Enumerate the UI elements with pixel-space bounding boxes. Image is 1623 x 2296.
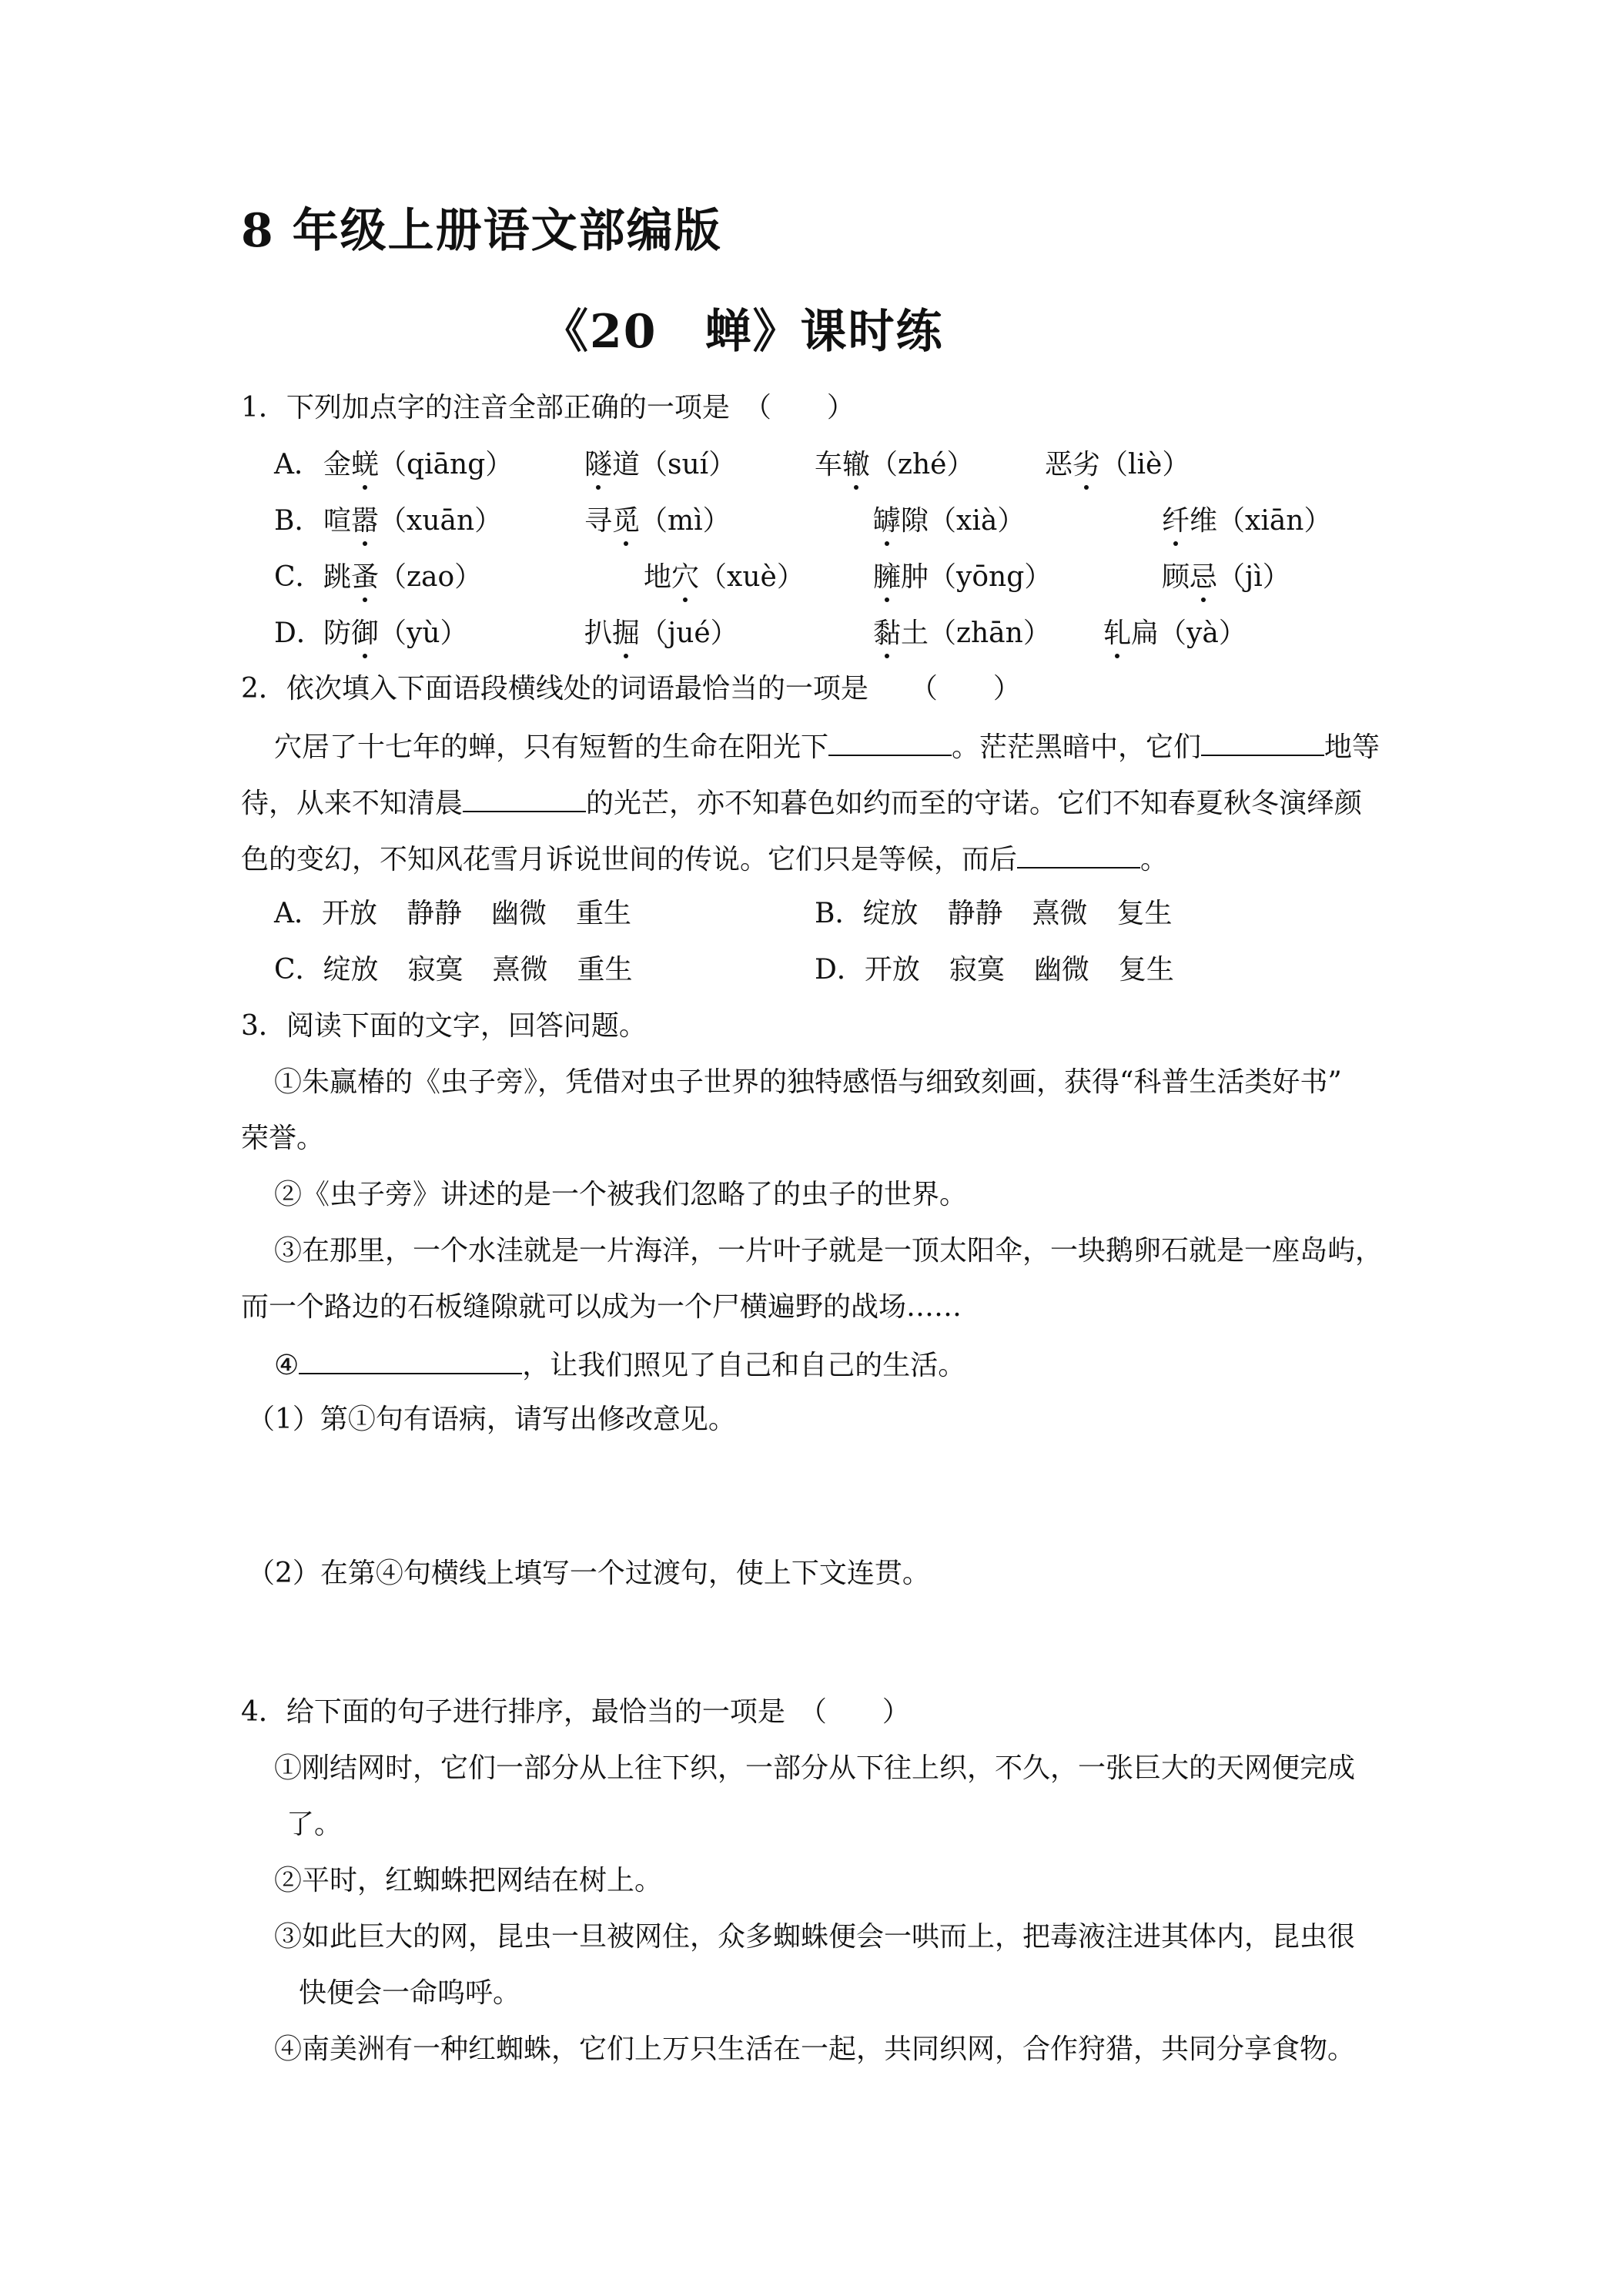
emphasis-dot-char: 蚤	[351, 561, 380, 593]
q1-b-item-4: 纤维（xiān）	[1162, 505, 1332, 537]
q3-sentence-1: ①朱赢椿的《虫子旁》，凭借对虫子世界的独特感悟与细致刻画，获得“科普生活类好书”	[274, 1066, 1342, 1098]
emphasis-dot-char: 劣	[1073, 449, 1101, 480]
emphasis-dot-char: 穴	[671, 561, 700, 593]
emphasis-dot-char: 轧	[1103, 618, 1132, 649]
emphasis-dot-char: 嚣	[351, 505, 380, 537]
q3-sentence-3-cont: 而一个路边的石板缝隙就可以成为一个尸横遍野的战场……	[241, 1291, 962, 1323]
q1-b-item-1: 喧嚣（xuān）	[323, 505, 503, 537]
q1-c-item-2: 地穴（xuè）	[644, 561, 805, 593]
q1-stem: 1．下列加点字的注音全部正确的一项是 （ ）	[241, 392, 855, 423]
q4-sentence-3: ③如此巨大的网，昆虫一旦被网住，众多蜘蛛便会一哄而上，把毒液注进其体内，昆虫很	[274, 1921, 1356, 1953]
q4-sentence-4: ④南美洲有一种红蜘蛛，它们上万只生活在一起，共同织网，合作狩猎，共同分享食物。	[274, 2033, 1356, 2065]
emphasis-dot-char: 忌	[1190, 561, 1218, 593]
fill-blank[interactable]	[1201, 730, 1324, 756]
q4-sentence-1: ①刚结网时，它们一部分从上往下织，一部分从下往上织，不久，一张巨大的天网便完成	[274, 1752, 1356, 1784]
q1-a-item-4: 恶劣（liè）	[1045, 449, 1190, 480]
q3-sentence-3: ③在那里，一个水洼就是一片海洋，一片叶子就是一顶太阳伞，一块鹅卵石就是一座岛屿，	[274, 1235, 1384, 1267]
q1-option-c-label: C．	[274, 561, 323, 593]
emphasis-dot-char: 御	[351, 618, 380, 649]
fill-blank[interactable]	[299, 1348, 522, 1374]
q2-option-d: D．开放 寂寞 幽微 复生	[815, 954, 1174, 986]
q3-stem: 3．阅读下面的文字，回答问题。	[241, 1010, 647, 1042]
q2-option-b: B．绽放 静静 熹微 复生	[815, 898, 1173, 929]
q1-option-b-label: B．	[274, 505, 323, 537]
fill-blank[interactable]	[828, 730, 952, 756]
q1-d-item-3: 黏土（zhān）	[873, 618, 1051, 649]
fill-blank[interactable]	[1017, 842, 1140, 869]
q1-a-item-2: 隧道（suí）	[584, 449, 737, 480]
q3-sentence-1-cont: 荣誉。	[241, 1123, 325, 1154]
q1-d-item-2: 扒掘（jué）	[584, 618, 738, 649]
q1-option-d-label: D．	[274, 618, 324, 649]
lesson-title: 《20 蝉》课时练	[542, 305, 944, 359]
q2-passage-line-1: 穴居了十七年的蝉，只有短暂的生命在阳光下 。茫茫黑暗中，它们 地等	[274, 731, 1380, 763]
emphasis-dot-char: 隧	[584, 449, 613, 480]
q1-option-a-label: A．	[274, 449, 322, 480]
fill-blank[interactable]	[463, 786, 586, 812]
q4-sentence-3-cont: 快便会一命呜呼。	[299, 1977, 521, 2009]
q2-option-a: A．开放 静静 幽微 重生	[274, 898, 632, 929]
q4-sentence-1-cont: 了。	[286, 1809, 343, 1840]
q2-passage-line-3: 色的变幻，不知风花雪月诉说世间的传说。它们只是等候，而后 。	[241, 844, 1169, 875]
emphasis-dot-char: 纤	[1162, 505, 1190, 537]
q2-option-c: C．绽放 寂寞 熹微 重生	[274, 954, 633, 986]
q1-c-item-4: 顾忌（jì）	[1162, 561, 1290, 593]
q1-b-item-2: 寻觅（mì）	[584, 505, 731, 537]
emphasis-dot-char: 罅	[873, 505, 902, 537]
emphasis-dot-char: 掘	[612, 618, 641, 649]
q1-d-item-4: 轧扁（yà）	[1103, 618, 1247, 649]
q1-a-item-1: 金蜣（qiāng）	[323, 449, 514, 480]
q2-stem: 2．依次填入下面语段横线处的词语最恰当的一项是 （ ）	[241, 673, 1021, 705]
q1-c-item-1: 跳蚤（zao）	[323, 561, 483, 593]
q4-sentence-2: ②平时，红蜘蛛把网结在树上。	[274, 1865, 663, 1896]
grade-title: 8 年级上册语文部编版	[241, 204, 722, 258]
q1-b-item-3: 罅隙（xià）	[873, 505, 1026, 537]
q1-c-item-3: 臃肿（yōng）	[873, 561, 1052, 593]
q3-sentence-4: ④ ，让我们照见了自己和自己的生活。	[274, 1350, 966, 1381]
q2-passage-line-2: 待，从来不知清晨 的光芒，亦不知暮色如约而至的守诺。它们不知春夏秋冬演绎颜	[241, 788, 1363, 819]
q4-stem: 4．给下面的句子进行排序，最恰当的一项是 （ ）	[241, 1696, 910, 1728]
q1-a-item-3: 车辙（zhé）	[815, 449, 975, 480]
q3-sentence-2: ②《虫子旁》讲述的是一个被我们忽略了的虫子的世界。	[274, 1179, 968, 1210]
q3-subquestion-2: （2）在第④句横线上填写一个过渡句，使上下文连贯。	[247, 1558, 930, 1589]
q3-subquestion-1: （1）第①句有语病，请写出修改意见。	[247, 1404, 736, 1435]
emphasis-dot-char: 黏	[873, 618, 902, 649]
emphasis-dot-char: 辙	[842, 449, 871, 480]
emphasis-dot-char: 臃	[873, 561, 902, 593]
emphasis-dot-char: 蜣	[351, 449, 380, 480]
emphasis-dot-char: 觅	[612, 505, 641, 537]
q1-d-item-1: 防御（yù）	[323, 618, 468, 649]
